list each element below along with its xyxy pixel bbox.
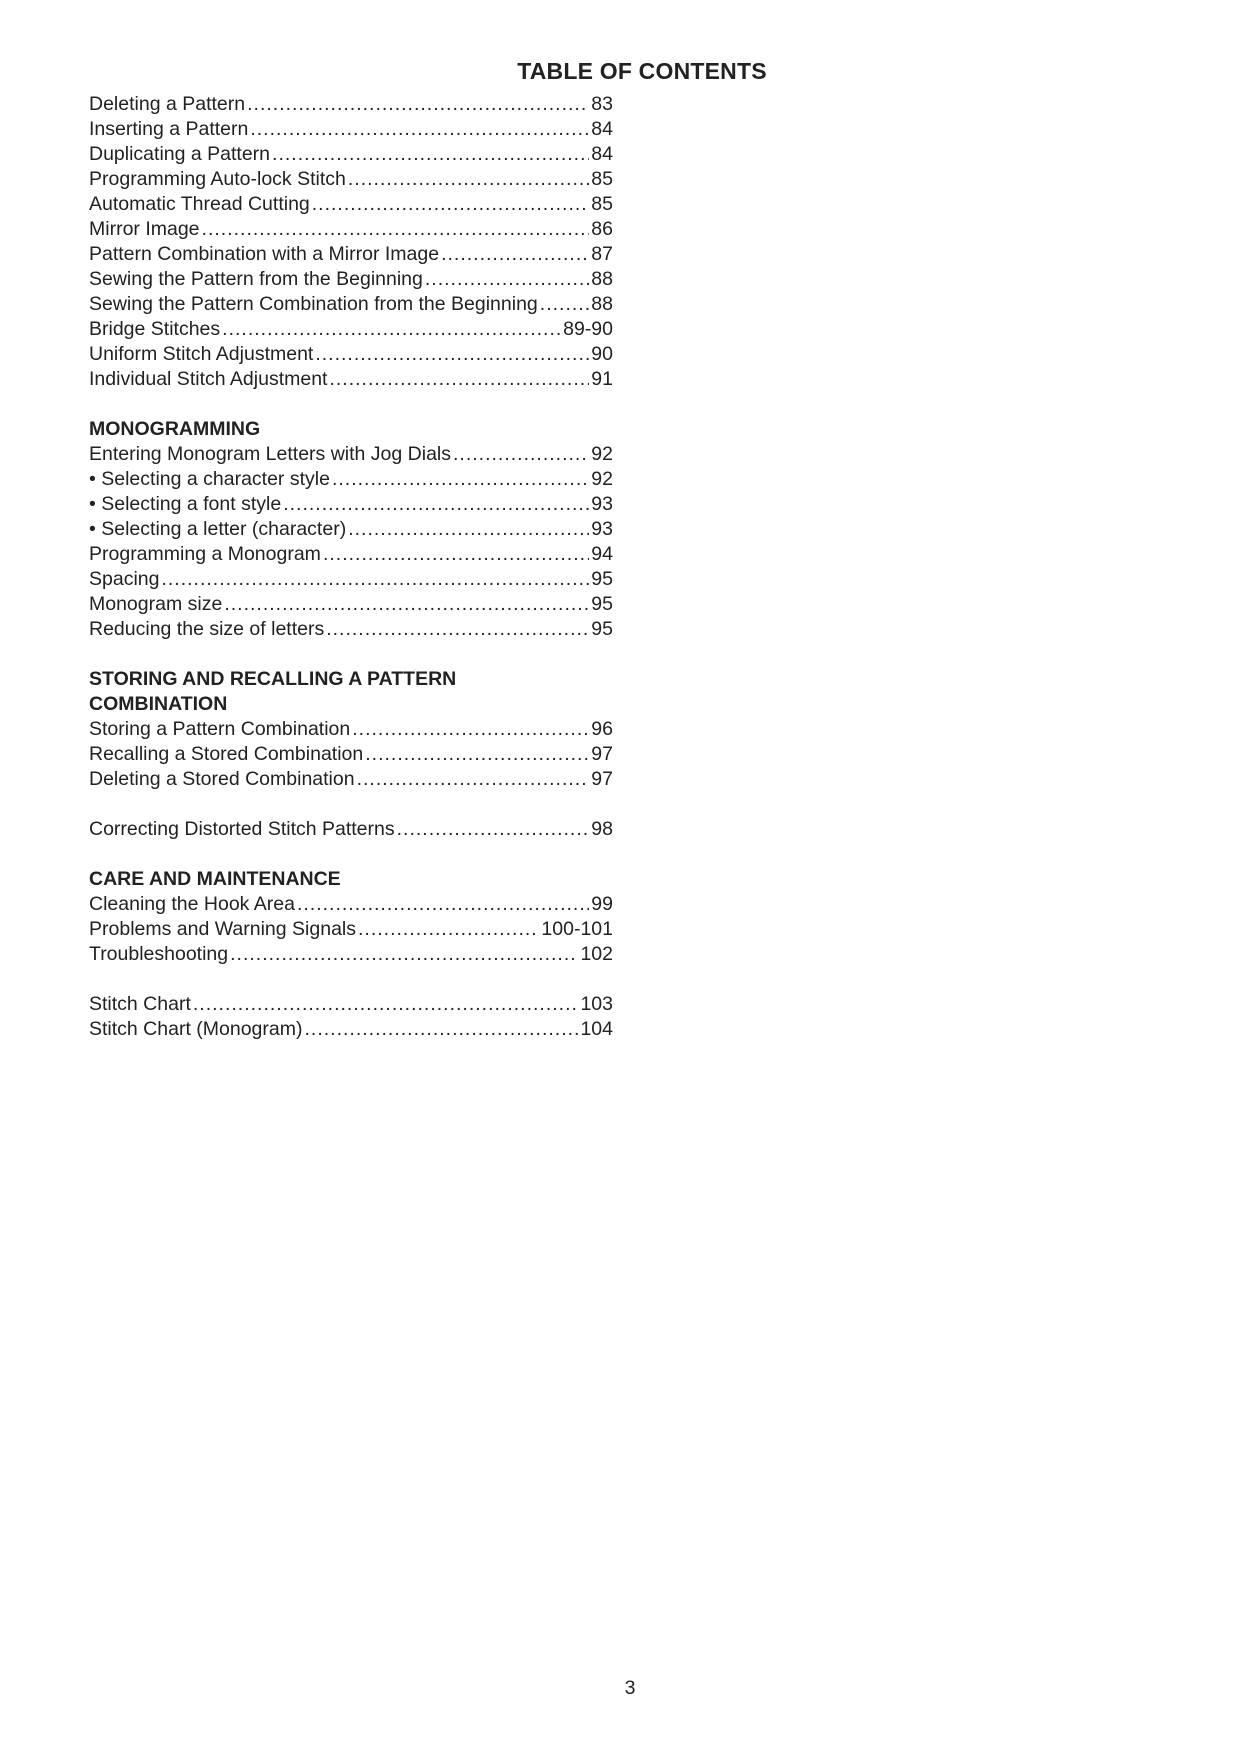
toc-entry[interactable] [89, 192, 613, 217]
toc-entry-label: Programming Auto-lock Stitch [89, 168, 346, 190]
section-heading-care: CARE AND MAINTENANCE [89, 868, 341, 890]
spacer [89, 967, 613, 992]
toc-entry-label: Stitch Chart (Monogram) [89, 1018, 303, 1040]
toc-entry[interactable] [89, 367, 613, 392]
dot-leader [283, 492, 589, 517]
toc-entry[interactable] [89, 342, 613, 367]
toc-entry-label: Deleting a Pattern [89, 93, 246, 115]
dot-leader [326, 617, 589, 642]
toc-entry[interactable] [89, 942, 613, 967]
toc-entry-label: Individual Stitch Adjustment [89, 368, 328, 390]
toc-entry-page: 84 [591, 143, 613, 165]
toc-entry-label: Troubleshooting [89, 943, 229, 965]
dot-leader [425, 267, 589, 292]
dot-leader [312, 192, 590, 217]
toc-entry-label: Spacing [89, 568, 160, 590]
toc-entry-page: 85 [591, 168, 613, 190]
section-heading-storing-line2: COMBINATION [89, 693, 228, 715]
toc-entry-label: Storing a Pattern Combination [89, 718, 351, 740]
toc-entry-label: Automatic Thread Cutting [89, 193, 310, 215]
toc-entry-label: • Selecting a character style [89, 468, 330, 490]
spacer [89, 842, 613, 867]
dot-leader [161, 567, 589, 592]
toc-group-care [89, 892, 613, 967]
dot-leader [297, 892, 589, 917]
toc-entry[interactable] [89, 742, 613, 767]
toc-entry-label: Deleting a Stored Combination [89, 768, 355, 790]
toc-entry[interactable] [89, 542, 613, 567]
toc-entry[interactable] [89, 117, 613, 142]
toc-entry[interactable] [89, 567, 613, 592]
page-number: 3 [624, 1677, 636, 1699]
toc-entry-page: 88 [591, 293, 613, 315]
section-heading-monogramming: MONOGRAMMING [89, 418, 261, 440]
toc-entry[interactable] [89, 617, 613, 642]
toc-entry-page: 92 [591, 468, 613, 490]
toc-entry[interactable] [89, 142, 613, 167]
toc-entry-page: 84 [591, 118, 613, 140]
toc-entry-page: 85 [591, 193, 613, 215]
dot-leader [224, 592, 589, 617]
toc-entry[interactable] [89, 1017, 613, 1042]
toc-entry-page: 93 [591, 493, 613, 515]
toc-entry-label: Sewing the Pattern Combination from the Beginning [89, 293, 538, 315]
toc-entry[interactable] [89, 717, 613, 742]
toc-entry[interactable] [89, 917, 613, 942]
toc-entry[interactable] [89, 892, 613, 917]
toc-entry-page: 93 [591, 518, 613, 540]
toc-group-storing [89, 717, 613, 792]
toc-entry-page: 94 [591, 543, 613, 565]
toc-group-charts [89, 992, 613, 1042]
toc-entry-page: 96 [591, 718, 613, 740]
toc-entry-label: Stitch Chart [89, 993, 191, 1015]
toc-entry-page: 92 [591, 443, 613, 465]
dot-leader [397, 817, 590, 842]
toc-entry-page: 97 [591, 743, 613, 765]
toc-entry-label: Duplicating a Pattern [89, 143, 271, 165]
spacer [89, 642, 613, 667]
dot-leader [453, 442, 589, 467]
toc-group-monogramming [89, 442, 613, 642]
spacer [89, 792, 613, 817]
dot-leader [315, 342, 589, 367]
dot-leader [222, 317, 561, 342]
toc-entry-label: Monogram size [89, 593, 223, 615]
dot-leader [202, 217, 590, 242]
toc-entry-page: 89-90 [563, 318, 613, 340]
toc-entry-label: Uniform Stitch Adjustment [89, 343, 314, 365]
dot-leader [250, 117, 589, 142]
toc-entry-page: 83 [591, 93, 613, 115]
spacer [89, 392, 613, 417]
dot-leader [332, 467, 589, 492]
toc-entry-page: 95 [591, 568, 613, 590]
toc-entry[interactable] [89, 242, 613, 267]
toc-entry-page: 91 [591, 368, 613, 390]
toc-entry[interactable] [89, 767, 613, 792]
toc-entry-page: 87 [591, 243, 613, 265]
toc-entry-page: 86 [591, 218, 613, 240]
toc-entry[interactable] [89, 267, 613, 292]
dot-leader [193, 992, 579, 1017]
toc-entry[interactable] [89, 442, 613, 467]
toc-entry[interactable] [89, 467, 613, 492]
toc-entry[interactable] [89, 167, 613, 192]
toc-entry-page: 100-101 [541, 918, 613, 940]
toc-entry[interactable] [89, 317, 613, 342]
toc-entry-label: Problems and Warning Signals [89, 918, 356, 940]
toc-entry-label: Programming a Monogram [89, 543, 321, 565]
toc-entry[interactable] [89, 592, 613, 617]
toc-entry-label: Reducing the size of letters [89, 618, 325, 640]
toc-entry-label: Bridge Stitches [89, 318, 221, 340]
toc-entry[interactable] [89, 992, 613, 1017]
toc-entry[interactable] [89, 92, 613, 117]
dot-leader [230, 942, 578, 967]
dot-leader [540, 292, 590, 317]
toc-entry-label: Recalling a Stored Combination [89, 743, 364, 765]
dot-leader [358, 917, 539, 942]
toc-entry-page: 103 [580, 993, 613, 1015]
section-heading-storing: STORING AND RECALLING A PATTERN [89, 668, 457, 690]
toc-entry-label: Pattern Combination with a Mirror Image [89, 243, 440, 265]
toc-entry-page: 95 [591, 593, 613, 615]
dot-leader [348, 167, 589, 192]
toc-entry-label: Cleaning the Hook Area [89, 893, 295, 915]
toc-entry[interactable] [89, 217, 613, 242]
dot-leader [329, 367, 589, 392]
dot-leader [304, 1017, 578, 1042]
toc-entry[interactable] [89, 292, 613, 317]
toc-entry-page: 104 [580, 1018, 613, 1040]
toc-entry-label: Entering Monogram Letters with Jog Dials [89, 443, 451, 465]
dot-leader [365, 742, 589, 767]
table-of-contents [89, 92, 613, 1042]
toc-entry-label: • Selecting a letter (character) [89, 518, 347, 540]
toc-entry-label: Mirror Image [89, 218, 200, 240]
dot-leader [272, 142, 589, 167]
toc-entry-page: 88 [591, 268, 613, 290]
dot-leader [247, 92, 589, 117]
dot-leader [441, 242, 589, 267]
toc-group-patterns [89, 92, 613, 392]
toc-entry-label: Sewing the Pattern from the Beginning [89, 268, 423, 290]
dot-leader [348, 517, 589, 542]
toc-entry-label: Inserting a Pattern [89, 118, 249, 140]
toc-entry-page: 97 [591, 768, 613, 790]
toc-entry-page: 99 [591, 893, 613, 915]
dot-leader [357, 767, 590, 792]
toc-entry-correcting[interactable] [89, 817, 613, 842]
toc-entry-page: 102 [580, 943, 613, 965]
toc-entry-page: 90 [591, 343, 613, 365]
toc-entry[interactable] [89, 517, 613, 542]
dot-leader [352, 717, 589, 742]
toc-entry-page: 95 [591, 618, 613, 640]
dot-leader [323, 542, 589, 567]
toc-entry[interactable] [89, 492, 613, 517]
toc-entry-label: Correcting Distorted Stitch Patterns [89, 818, 395, 840]
toc-entry-label: • Selecting a font style [89, 493, 282, 515]
page-title: TABLE OF CONTENTS [517, 58, 767, 84]
toc-entry-page: 98 [591, 818, 613, 840]
